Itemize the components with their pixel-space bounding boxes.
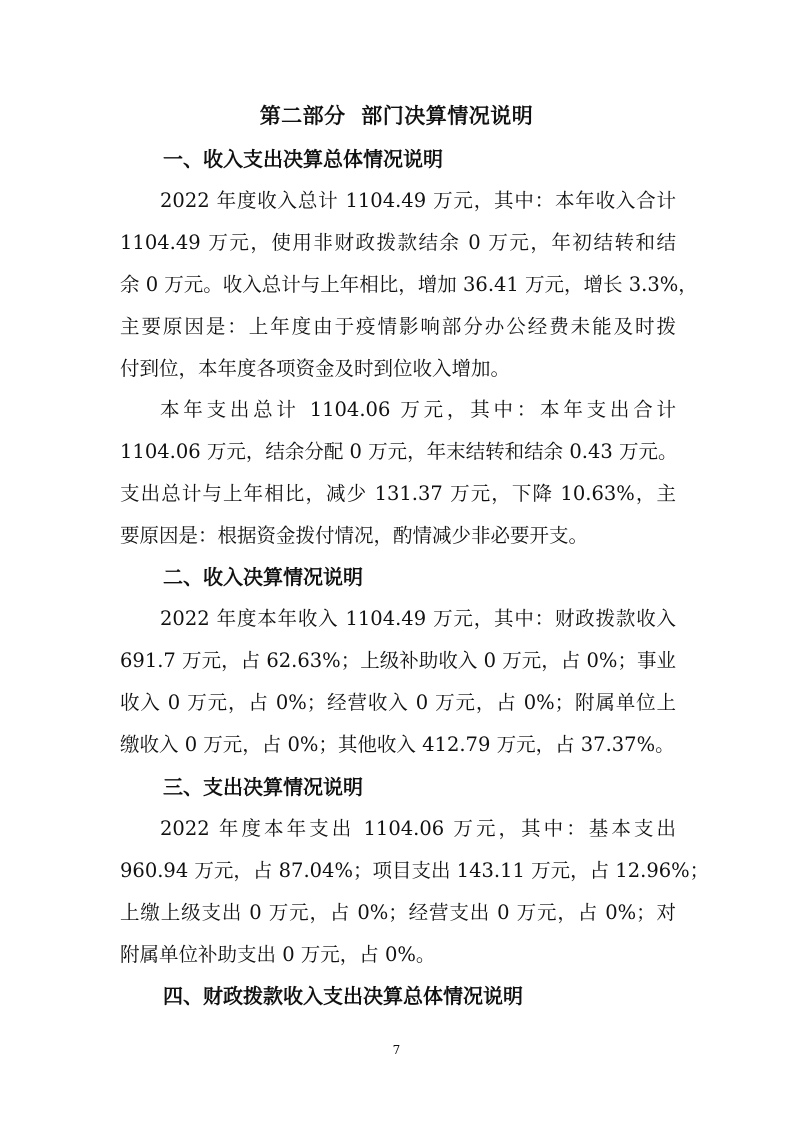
paragraph-expense-detail <box>120 808 710 976</box>
paragraph-line: 上缴上级支出 0 万元，占 0%；经营支出 0 万元，占 0%；对 <box>120 901 676 924</box>
section-heading-1: 一、收入支出决算总体情况说明 <box>163 147 443 171</box>
paragraph-line: 1104.06 万元，结余分配 0 万元，年末结转和结余 0.43 万元。 <box>120 440 678 463</box>
section-heading-3: 三、支出决算情况说明 <box>163 775 363 799</box>
paragraph-line: 收入 0 万元，占 0%；经营收入 0 万元，占 0%；附属单位上 <box>120 691 676 714</box>
paragraph-line: 附属单位补助支出 0 万元，占 0%。 <box>120 943 436 966</box>
paragraph-income-expense-total <box>120 180 698 390</box>
section-heading-4: 四、财政拨款收入支出决算总体情况说明 <box>163 984 523 1008</box>
page-title: 第二部分 部门决算情况说明 <box>259 104 534 128</box>
paragraph-line: 付到位，本年度各项资金及时到位收入增加。 <box>120 357 511 380</box>
paragraph-line: 要原因是：根据资金拨付情况，酌情减少非必要开支。 <box>120 524 589 547</box>
page-number: 7 <box>392 1043 401 1057</box>
paragraph-line: 2022 年度本年支出 1104.06 万元，其中：基本支出 <box>160 817 676 840</box>
paragraph-line: 2022 年度收入总计 1104.49 万元，其中：本年收入合计 <box>160 189 676 212</box>
section-heading-2: 二、收入决算情况说明 <box>163 565 363 589</box>
paragraph-income-detail <box>120 598 676 766</box>
paragraph-line: 支出总计与上年相比，减少 131.37 万元，下降 10.63%，主 <box>120 482 676 505</box>
paragraph-line: 缴收入 0 万元，占 0%；其他收入 412.79 万元，占 37.37%。 <box>120 733 675 756</box>
paragraph-line: 主要原因是：上年度由于疫情影响部分办公经费未能及时拨 <box>120 315 676 338</box>
paragraph-line: 2022 年度本年收入 1104.49 万元，其中：财政拨款收入 <box>160 607 676 630</box>
paragraph-line: 1104.49 万元，使用非财政拨款结余 0 万元，年初结转和结 <box>120 231 676 254</box>
paragraph-line: 余 0 万元。收入总计与上年相比，增加 36.41 万元，增长 3.3%， <box>120 273 698 296</box>
paragraph-line: 960.94 万元，占 87.04%；项目支出 143.11 万元，占 12.96%； <box>120 859 710 882</box>
paragraph-line: 691.7 万元，占 62.63%；上级补助收入 0 万元，占 0%；事业 <box>120 649 676 672</box>
paragraph-line: 本年支出总计 1104.06 万元，其中：本年支出合计 <box>160 398 676 421</box>
paragraph-expense-total <box>120 389 676 557</box>
